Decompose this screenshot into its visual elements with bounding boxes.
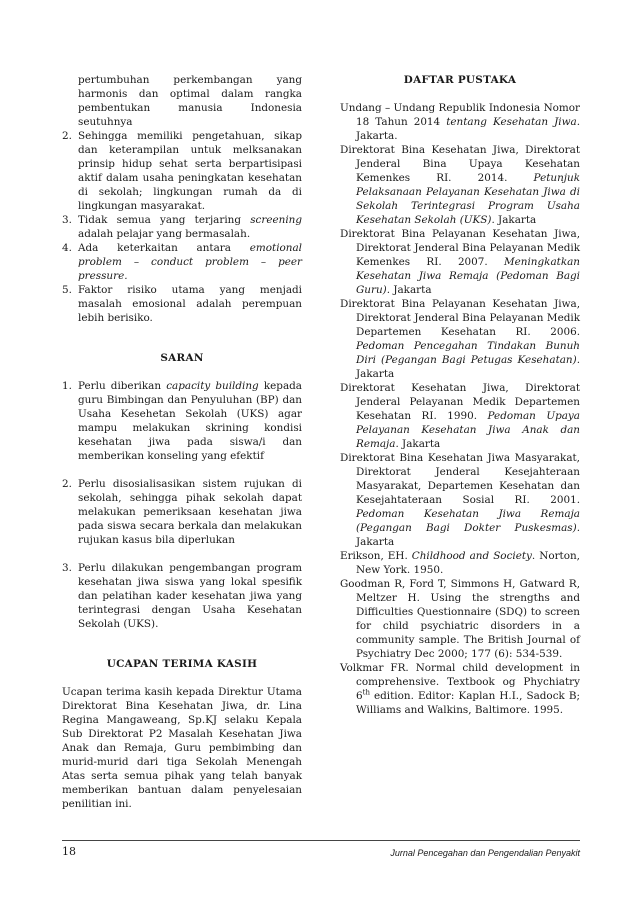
list-item: 5. Faktor risiko utama yang menjadi masalah emosional adalah perempuan lebih berisiko. xyxy=(62,284,302,324)
reference-item: Goodman R, Ford T, Simmons H, Gatward R, Meltzer H. Using the strengths and Difficulties Questionnaire (SDQ) to screen for child psychiatric disorders in a community sample. The British Journal of Psychiatry Dec 2000; 177 (6): 534-539. xyxy=(340,578,580,660)
saran-heading: SARAN xyxy=(160,352,204,364)
acknowledgement-paragraph: Ucapan terima kasih kepada Direktur Utama Direktorat Bina Kesehatan Jiwa, dr. Lina Regina Mangaweang, Sp.KJ selaku Kepala Sub Direktorat P2 Masalah Kesehatan Jiwa Anak dan Remaja, Guru pembimbing dan murid-murid dari tiga Sekolah Menengah Atas serta semua pihak yang telah banyak memberikan bantuan dalam penyelesaian penilitian ini. xyxy=(62,686,302,810)
page-number: 18 xyxy=(62,845,76,858)
reference-item: Direktorat Bina Pelayanan Kesehatan Jiwa, Direktorat Jenderal Bina Pelayanan Medik Kemenkes RI. 2007. Meningkatkan Kesehatan Jiwa Remaja (Pedoman Bagi Guru). Jakarta xyxy=(340,228,580,296)
reference-item: Direktorat Bina Kesehatan Jiwa, Direktorat Jenderal Bina Upaya Kesehatan Kemenkes RI. 2014. Petunjuk Pelaksanaan Pelayanan Kesehatan Jiwa di Sekolah Terintegrasi Program Usaha Kesehatan Sekolah (UKS). Jakarta xyxy=(340,144,580,226)
journal-title: Jurnal Pencegahan dan Pengendalian Penyakit xyxy=(390,848,580,858)
saran-item: 3. Perlu dilakukan pengembangan program kesehatan jiwa siswa yang lokal spesifik dan pelatihan kader kesehatan jiwa yang terintegrasi dengan Usaha Kesehatan Sekolah (UKS). xyxy=(62,562,302,630)
reference-item: Direktorat Bina Kesehatan Jiwa Masyarakat, Direktorat Jenderal Kesejahteraan Masyarakat, Departemen Kesehatan dan Kesejahtateraan Sosial RI. 2001. Pedoman Kesehatan Jiwa Remaja (Pegangan Bagi Dokter Puskesmas). Jakarta xyxy=(340,452,580,548)
ucapan-heading: UCAPAN TERIMA KASIH xyxy=(106,658,258,670)
saran-item: 1. Perlu diberikan capacity building kepada guru Bimbingan dan Penyuluhan (BP) dan Usaha Kesehetan Sekolah (UKS) agar mampu melakukan skrining kondisi kesehatan jiwa pada siswa/i dan memberikan konseling yang efektif xyxy=(62,380,302,462)
right-column xyxy=(340,73,580,717)
saran-item: 2. Perlu disosialisasikan sistem rujukan di sekolah, sehingga pihak sekolah dapat melakukan pemeriksaan kesehatan jiwa pada siswa secara berkala dan melakukan rujukan kasus bila diperlukan xyxy=(62,478,302,546)
references-heading: DAFTAR PUSTAKA xyxy=(403,74,517,86)
reference-item: Direktorat Kesehatan Jiwa, Direktorat Jenderal Pelayanan Medik Departemen Kesehatan RI. 1990. Pedoman Upaya Pelayanan Kesehatan Jiwa Anak dan Remaja. Jakarta xyxy=(340,382,580,450)
reference-item: Volkmar FR. Normal child development in comprehensive. Textbook og Phychiatry 6th edition. Editor: Kaplan H.I., Sadock B; Williams and Walkins, Baltimore. 1995. xyxy=(340,662,580,716)
list-item-continuation: pertumbuhan perkembangan yang harmonis dan optimal dalam rangka pembentukan manusia Indonesia seutuhnya xyxy=(78,74,302,128)
list-item: 2. Sehingga memiliki pengetahuan, sikap dan keterampilan untuk melksanakan prinsip hidup sehat serta berpartisipasi aktif dalam usaha peningkatan kesehatan di sekolah; lingkungan rumah da di lingkungan masyarakat. xyxy=(62,130,302,212)
footer-rule xyxy=(62,840,580,841)
reference-item: Erikson, EH. Childhood and Society. Norton, New York. 1950. xyxy=(340,550,580,576)
reference-item: Undang – Undang Republik Indonesia Nomor 18 Tahun 2014 tentang Kesehatan Jiwa. Jakarta. xyxy=(340,102,581,142)
reference-item: Direktorat Bina Pelayanan Kesehatan Jiwa, Direktorat Jenderal Bina Pelayanan Medik Departemen Kesehatan RI. 2006. Pedoman Pencegahan Tindakan Bunuh Diri (Pegangan Bagi Petugas Kesehatan). Jakarta xyxy=(340,298,580,380)
list-item: 3. Tidak semua yang terjaring screening adalah pelajar yang bermasalah. xyxy=(62,214,302,240)
left-column xyxy=(62,73,302,811)
list-item: 4. Ada keterkaitan antara emotional problem – conduct problem – peer pressure. xyxy=(62,242,302,282)
